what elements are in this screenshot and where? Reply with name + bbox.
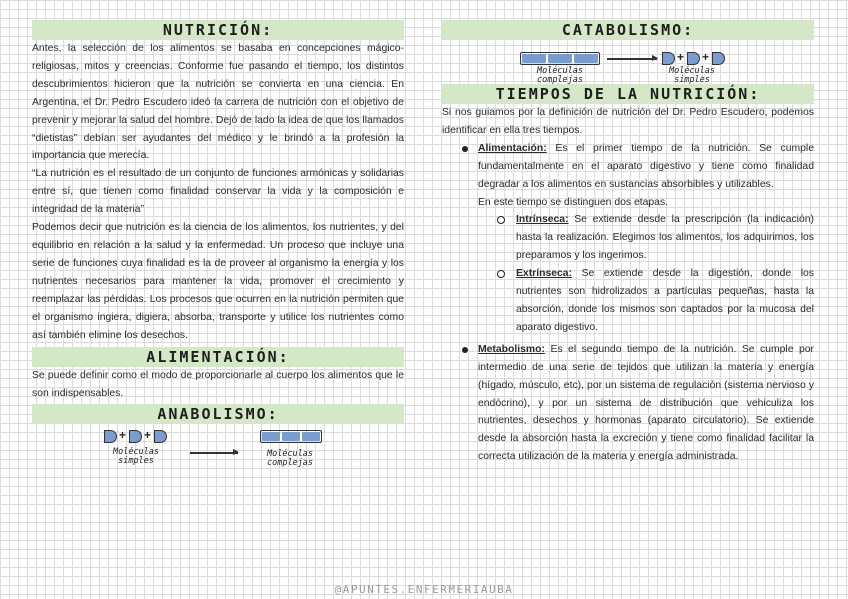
simple-molecule-icon	[154, 430, 167, 443]
alimentacion-title: ALIMENTACIÓN:	[32, 347, 404, 367]
arrow-right-icon	[190, 452, 238, 454]
bullet-icon	[462, 347, 468, 353]
anabolismo-complex-label: Moléculas complejas	[266, 449, 314, 469]
simple-molecule-icon	[712, 52, 725, 65]
nutricion-title: NUTRICIÓN:	[32, 20, 404, 40]
catabolismo-diagram: Moléculas complejas + + Moléculas simples	[442, 40, 814, 84]
right-column	[442, 20, 814, 466]
etapas-intro: En este tiempo se distinguen dos etapas.	[478, 196, 669, 208]
arrow-right-icon	[607, 58, 657, 60]
nutricion-paragraph-2: Podemos decir que nutrición es la ciencia de los alimentos, los nutrientes, y del equilibrio en relación a la salud y la enfermedad. Un proceso que incluye una serie de funciones cuya finalidad es la de proveer al organismo la energía y los nutrientes necesarios para mantener la vida, promover el crecimiento y reemplazar las pérdidas. Los procesos que ocurren en la nutrición permiten que el organismo ingiera, digiera, absorba, transporte y utilice los nutrientes como así también elimine los desechos.	[32, 222, 404, 341]
complex-molecule-icon	[260, 430, 322, 443]
list-item: Metabolismo: Es el segundo tiempo de la nutrición. Se cumple por intermedio de una serie de tejidos que utilizan la materia y energía (hígado, músculo, etc), por un sistema de regulación (sistema nervioso y endócrino), y por un sistema de distribución que vehiculiza los nutrientes, desechos y hormonas (aparato circulatorio). Se extiende desde la absorción hasta la excreción y tiene como finalidad facilitar la correcta utilización de la materia y energía administrada.	[442, 341, 814, 466]
bullet-icon	[462, 146, 468, 152]
extrinseca-term: Extrínseca:	[516, 268, 573, 280]
list-item: Alimentación: Es el primer tiempo de la nutrición. Se cumple fundamentalmente en el aparato digestivo y tiene como finalidad degradar a los alimentos en sustancias absorbibles y utilizables. En este tiempo se distinguen dos etapas.	[442, 140, 814, 212]
simple-molecule-icon	[104, 430, 117, 443]
nutricion-quote: “La nutrición es el resultado de un conjunto de funciones armónicas y solidarias entre sí, que tienen como finalidad conservar la vida y la composición e integridad de la materia”	[32, 168, 404, 216]
list-item: Extrínseca: Se extiende desde la digestión, donde los nutrientes son hidrolizados a partículas pequeñas, hasta la absorción, donde los mismos son captados por la mucosa del aparato digestivo.	[442, 265, 814, 337]
simple-molecule-icon	[129, 430, 142, 443]
alimentacion-term: Alimentación:	[478, 142, 547, 154]
footer-handle: @APUNTES.ENFERMERIAUBA	[334, 583, 514, 596]
list-item: Intrínseca: Se extiende desde la prescripción (la indicación) hasta la realización. Elegimos los alimentos, los adquirimos, los preparamos y los ingerimos.	[442, 211, 814, 265]
metabolismo-term: Metabolismo:	[478, 343, 545, 355]
catabolismo-title: CATABOLISMO:	[442, 20, 814, 40]
simple-molecule-icon	[687, 52, 700, 65]
nutricion-paragraph-1: Antes, la selección de los alimentos se basaba en concepciones mágico-religiosas, mitos y creencias. Conforme fue pasando el tiempo, los distintos descubrimientos hicieron que la nutrición se convierta en una ciencia. En Argentina, el Dr. Pedro Escudero ideó la carrera de nutrición con el objetivo de prevenir y mejorar la salud del hombre. Dejó de lado la idea de que los llamados “dietistas” debían ser ayudantes del médico y le brindó a la profesión la importancia que merecía.	[32, 43, 404, 162]
anabolismo-diagram: + + Moléculas simples Moléculas complejas	[32, 424, 404, 482]
simple-molecule-icon	[662, 52, 675, 65]
tiempos-title: TIEMPOS DE LA NUTRICIÓN:	[442, 84, 814, 104]
intrinseca-term: Intrínseca:	[516, 214, 569, 226]
bullet-ring-icon	[497, 270, 505, 278]
alimentacion-text: Se puede definir como el modo de proporcionarle al cuerpo los alimentos que le son indispensables.	[32, 370, 404, 400]
bullet-ring-icon	[497, 216, 505, 224]
catabolismo-simple-label: Moléculas simples	[668, 66, 716, 85]
left-column	[32, 20, 404, 482]
anabolismo-simple-label: Moléculas simples	[112, 447, 160, 467]
catabolismo-complex-label: Moléculas complejas	[536, 66, 584, 85]
tiempos-intro: Si nos guiamos por la definición de nutrición del Dr. Pedro Escudero, podemos identificar en ella tres tiempos.	[442, 107, 814, 136]
anabolismo-title: ANABOLISMO:	[32, 404, 404, 424]
complex-molecule-icon	[520, 52, 600, 65]
